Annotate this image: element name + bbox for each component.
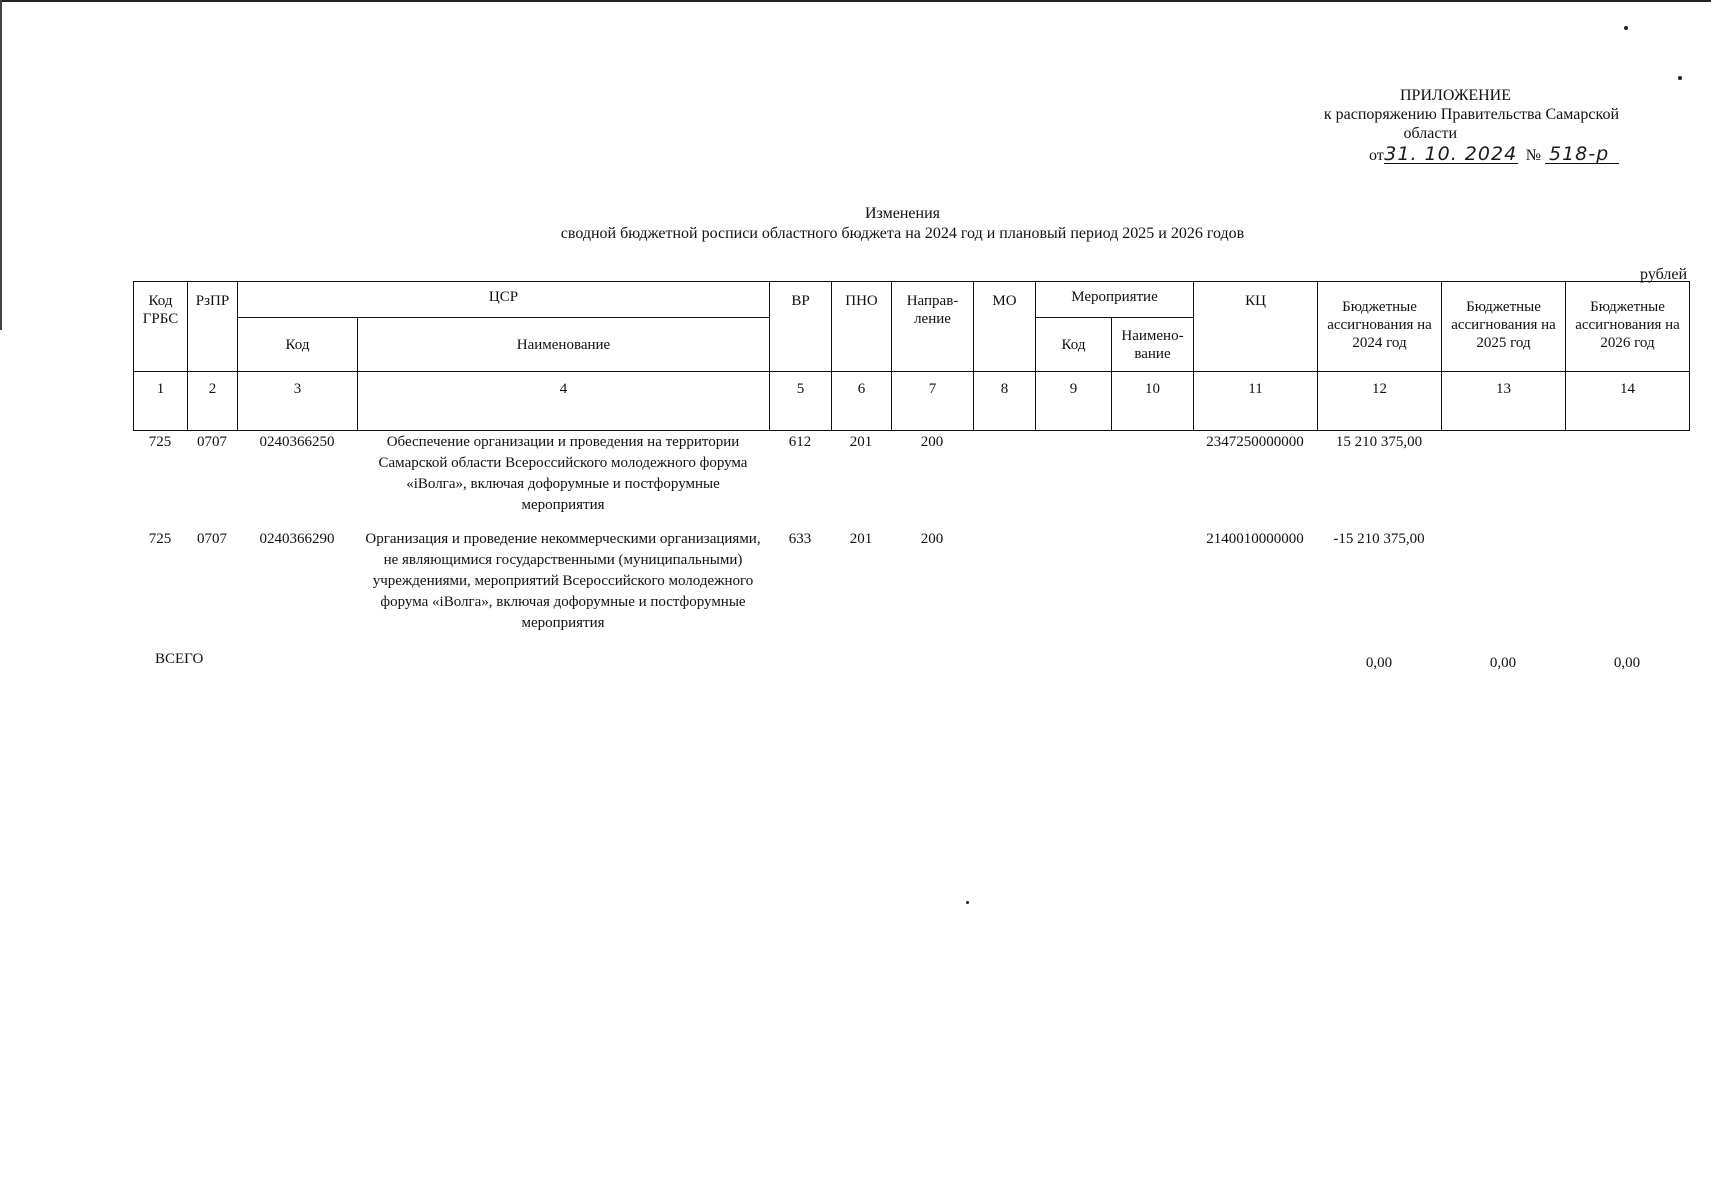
- cell-csr-name: Обеспечение организации и проведения на территории Самарской области Всероссийского молодежного форума «iВолга», включая дофорумные и постфорумные мероприятия: [378, 434, 748, 513]
- cell-budget-2026: [1565, 529, 1689, 647]
- header-event-name: Наимено-вание: [1112, 318, 1194, 372]
- header-direction: Направ-ление: [892, 282, 974, 372]
- cell-budget-2026: [1565, 432, 1689, 529]
- cell-direction: 200: [920, 434, 944, 450]
- table-row: [133, 432, 1689, 529]
- column-number: 5: [770, 372, 832, 431]
- column-number-row: [134, 372, 1690, 431]
- cell-budget-2025: [1441, 432, 1565, 529]
- cell-event-name: [1111, 529, 1193, 647]
- cell-event-code: [1035, 529, 1111, 647]
- scan-speck: [966, 901, 969, 904]
- header-event-code: Код: [1036, 318, 1112, 372]
- appendix-date-line: [1324, 143, 1619, 165]
- page-top-edge: [0, 0, 1711, 2]
- header-mo: МО: [974, 282, 1036, 372]
- page-left-edge: [0, 0, 2, 330]
- cell-pno: 201: [849, 434, 873, 450]
- appendix-line2: области: [1403, 125, 1457, 142]
- cell-vr: 633: [788, 531, 812, 547]
- header-csr-name: Наименование: [358, 318, 770, 372]
- title-line1: Изменения: [864, 205, 941, 222]
- cell-rzpr: 0707: [197, 434, 227, 450]
- cell-kc: 2140010000000: [1206, 531, 1304, 547]
- cell-mo: [973, 432, 1035, 529]
- header-event: Мероприятие: [1036, 282, 1194, 318]
- appendix-block: [1324, 86, 1619, 165]
- handwritten-number: 518-р: [1545, 145, 1619, 164]
- total-label: ВСЕГО: [155, 651, 204, 667]
- column-number: 1: [134, 372, 188, 431]
- column-number: 14: [1566, 372, 1690, 431]
- cell-csr-code: 0240366250: [259, 434, 335, 450]
- total-budget-2024: 0,00: [1365, 655, 1393, 671]
- table-body: [133, 432, 1689, 674]
- cell-mo: [973, 529, 1035, 647]
- column-number: 7: [892, 372, 974, 431]
- header-pno: ПНО: [832, 282, 892, 372]
- column-number: 4: [358, 372, 770, 431]
- header-budget-2026: Бюджетные ассигнования на 2026 год: [1566, 282, 1690, 372]
- cell-grbs: 725: [148, 434, 172, 450]
- header-budget-2025: Бюджетные ассигнования на 2025 год: [1442, 282, 1566, 372]
- cell-event-code: [1035, 432, 1111, 529]
- cell-direction: 200: [920, 531, 944, 547]
- header-rzpr: РзПР: [188, 282, 238, 372]
- column-number: 3: [238, 372, 358, 431]
- column-number: 2: [188, 372, 238, 431]
- table-row: [133, 529, 1689, 647]
- title-line2: сводной бюджетной росписи областного бюджета на 2024 год и плановый период 2025 и 2026 годов: [560, 225, 1245, 242]
- column-number: 11: [1194, 372, 1318, 431]
- cell-grbs: 725: [148, 531, 172, 547]
- column-number: 9: [1036, 372, 1112, 431]
- date-prefix: от: [1368, 147, 1384, 164]
- total-row: [133, 647, 1689, 674]
- cell-budget-2025: [1441, 529, 1565, 647]
- cell-kc: 2347250000000: [1206, 434, 1304, 450]
- header-csr: ЦСР: [238, 282, 770, 318]
- header-kc: КЦ: [1194, 282, 1318, 372]
- header-vr: ВР: [770, 282, 832, 372]
- total-budget-2025: 0,00: [1489, 655, 1517, 671]
- header-budget-2024: Бюджетные ассигнования на 2024 год: [1318, 282, 1442, 372]
- scan-speck: [1678, 76, 1682, 80]
- units-label: рублей: [1640, 266, 1687, 283]
- cell-budget-2024: -15 210 375,00: [1333, 531, 1425, 547]
- cell-event-name: [1111, 432, 1193, 529]
- column-number: 12: [1318, 372, 1442, 431]
- column-number: 10: [1112, 372, 1194, 431]
- table-header: [133, 281, 1690, 431]
- document-title: [0, 204, 1711, 244]
- cell-csr-name: Организация и проведение некоммерческими организациями, не являющимися государственными (муниципальными) учреждениями, мероприятий Всероссийского молодежного форума «iВолга», включая дофорумные и постфорумные мероприятия: [365, 531, 761, 631]
- header-csr-code: Код: [238, 318, 358, 372]
- cell-vr: 612: [788, 434, 812, 450]
- cell-pno: 201: [849, 531, 873, 547]
- number-prefix: №: [1525, 147, 1541, 164]
- appendix-line1: к распоряжению Правительства Самарской: [1323, 106, 1619, 123]
- cell-csr-code: 0240366290: [259, 531, 335, 547]
- column-number: 13: [1442, 372, 1566, 431]
- header-grbs: Код ГРБС: [134, 282, 188, 372]
- column-number: 6: [832, 372, 892, 431]
- cell-budget-2024: 15 210 375,00: [1335, 434, 1423, 450]
- column-number: 8: [974, 372, 1036, 431]
- cell-rzpr: 0707: [197, 531, 227, 547]
- handwritten-date: 31. 10. 2024: [1384, 143, 1518, 165]
- scan-speck: [1624, 26, 1628, 30]
- total-budget-2026: 0,00: [1613, 655, 1641, 671]
- appendix-heading: ПРИЛОЖЕНИЕ: [1399, 87, 1511, 104]
